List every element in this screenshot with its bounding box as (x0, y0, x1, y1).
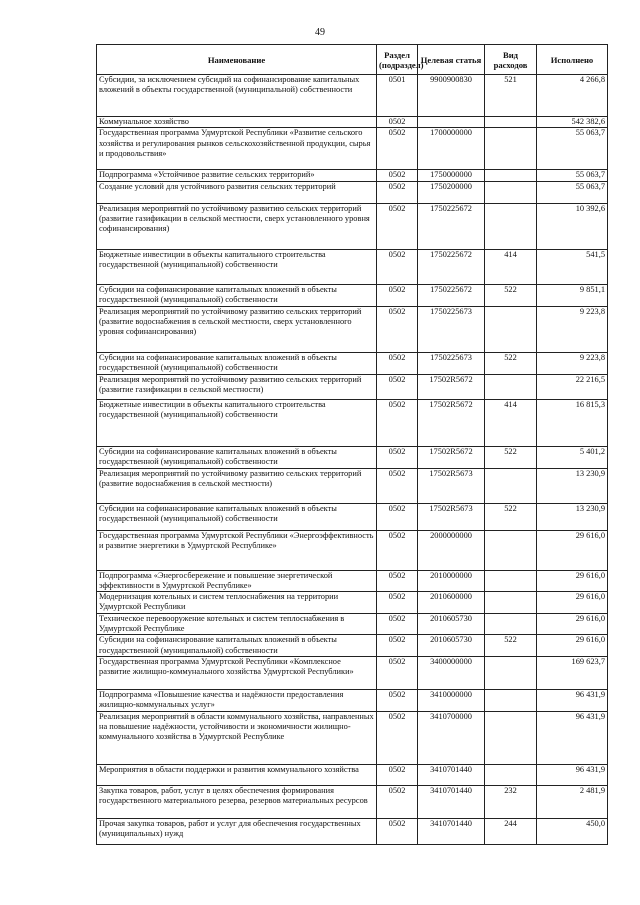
cell-expense: 244 (485, 818, 537, 844)
cell-executed: 542 382,6 (537, 117, 608, 128)
cell-expense (485, 181, 537, 203)
cell-article: 1750225672 (418, 203, 485, 249)
cell-name: Субсидии на софинансирование капитальных вложений в объекты государственной (муниципальной) собственности (97, 446, 377, 468)
cell-name: Реализация мероприятий в области коммунального хозяйства, направленных на повышение надёжности, устойчивости и экономичности жилищно-коммунального хозяйства в Удмуртской Республике (97, 711, 377, 764)
header-section: Раздел (подраздел) (377, 45, 418, 75)
cell-article (418, 117, 485, 128)
cell-name: Государственная программа Удмуртской Республики «Комплексное развитие жилищно-коммунального хозяйства Удмуртской Республики» (97, 656, 377, 689)
cell-expense (485, 374, 537, 399)
cell-executed: 16 815,3 (537, 399, 608, 446)
cell-name: Создание условий для устойчивого развития сельских территорий (97, 181, 377, 203)
cell-section: 0502 (377, 635, 418, 657)
cell-section: 0502 (377, 170, 418, 181)
cell-executed: 541,5 (537, 249, 608, 284)
cell-executed: 96 431,9 (537, 764, 608, 785)
cell-article: 1750200000 (418, 181, 485, 203)
cell-article: 1750000000 (418, 170, 485, 181)
cell-expense (485, 306, 537, 352)
table-row (97, 446, 608, 468)
cell-article: 1750225672 (418, 284, 485, 306)
cell-article: 17502R5672 (418, 374, 485, 399)
cell-name: Подпрограмма «Энергосбережение и повышение энергетической эффективности в Удмуртской Республике» (97, 570, 377, 592)
cell-article: 17502R5672 (418, 446, 485, 468)
table-row (97, 530, 608, 570)
cell-expense: 522 (485, 284, 537, 306)
table-row (97, 689, 608, 711)
header-row (97, 45, 608, 75)
cell-expense (485, 570, 537, 592)
table-row (97, 181, 608, 203)
cell-name: Подпрограмма «Устойчивое развитие сельских территорий» (97, 170, 377, 181)
cell-name: Техническое перевооружение котельных и систем теплоснабжения в Удмуртской Республике (97, 613, 377, 635)
header-expense: Вид расходов (485, 45, 537, 75)
cell-section: 0502 (377, 689, 418, 711)
table-row (97, 203, 608, 249)
header-executed: Исполнено (537, 45, 608, 75)
cell-expense (485, 117, 537, 128)
cell-expense: 522 (485, 446, 537, 468)
cell-expense (485, 613, 537, 635)
cell-expense: 414 (485, 399, 537, 446)
cell-article: 17502R5673 (418, 503, 485, 530)
cell-article: 1750225672 (418, 249, 485, 284)
cell-section: 0502 (377, 785, 418, 818)
cell-section: 0501 (377, 75, 418, 117)
cell-section: 0502 (377, 592, 418, 614)
header-name: Наименование (97, 45, 377, 75)
cell-article: 17502R5673 (418, 468, 485, 503)
cell-article: 2010605730 (418, 635, 485, 657)
table-row (97, 399, 608, 446)
cell-article: 2010605730 (418, 613, 485, 635)
cell-expense (485, 170, 537, 181)
cell-article: 3410000000 (418, 689, 485, 711)
table-row (97, 306, 608, 352)
cell-expense: 522 (485, 635, 537, 657)
table-row (97, 117, 608, 128)
table-row (97, 818, 608, 844)
cell-article: 2010000000 (418, 570, 485, 592)
table-row (97, 656, 608, 689)
cell-article: 3410701440 (418, 818, 485, 844)
cell-executed: 55 063,7 (537, 128, 608, 170)
cell-expense (485, 468, 537, 503)
cell-executed: 22 216,5 (537, 374, 608, 399)
cell-executed: 169 623,7 (537, 656, 608, 689)
cell-executed: 55 063,7 (537, 181, 608, 203)
cell-name: Закупка товаров, работ, услуг в целях обеспечения формирования государственного материального резерва, резервов материальных ресурсов (97, 785, 377, 818)
cell-section: 0502 (377, 249, 418, 284)
table-row (97, 128, 608, 170)
table-row (97, 764, 608, 785)
table-row (97, 570, 608, 592)
cell-expense (485, 689, 537, 711)
header-article: Целевая статья (418, 45, 485, 75)
cell-section: 0502 (377, 503, 418, 530)
cell-expense (485, 203, 537, 249)
cell-article: 2000000000 (418, 530, 485, 570)
cell-name: Субсидии на софинансирование капитальных вложений в объекты государственной (муниципальной) собственности (97, 352, 377, 374)
cell-section: 0502 (377, 284, 418, 306)
cell-section: 0502 (377, 530, 418, 570)
cell-executed: 5 401,2 (537, 446, 608, 468)
cell-executed: 29 616,0 (537, 530, 608, 570)
cell-executed: 2 481,9 (537, 785, 608, 818)
cell-article: 2010600000 (418, 592, 485, 614)
table-row (97, 613, 608, 635)
table-row (97, 711, 608, 764)
cell-article: 3410701440 (418, 785, 485, 818)
cell-section: 0502 (377, 818, 418, 844)
cell-section: 0502 (377, 203, 418, 249)
cell-executed: 96 431,9 (537, 711, 608, 764)
cell-expense: 232 (485, 785, 537, 818)
cell-name: Реализация мероприятий по устойчивому развитию сельских территорий (развитие газификации в сельской местности, сверх установленного уровня софинансирования) (97, 203, 377, 249)
table-row (97, 170, 608, 181)
cell-section: 0502 (377, 656, 418, 689)
budget-table (96, 44, 608, 845)
cell-article: 9900900830 (418, 75, 485, 117)
cell-section: 0502 (377, 306, 418, 352)
cell-name: Подпрограмма «Повышение качества и надёжности предоставления жилищно-коммунальных услуг» (97, 689, 377, 711)
cell-section: 0502 (377, 613, 418, 635)
cell-expense (485, 656, 537, 689)
cell-expense: 522 (485, 352, 537, 374)
cell-section: 0502 (377, 570, 418, 592)
cell-article: 3400000000 (418, 656, 485, 689)
cell-name: Государственная программа Удмуртской Республики «Энергоэффективность и развитие энергетики в Удмуртской Республике» (97, 530, 377, 570)
cell-expense (485, 530, 537, 570)
cell-executed: 13 230,9 (537, 503, 608, 530)
table-row (97, 374, 608, 399)
cell-name: Реализация мероприятий по устойчивому развитию сельских территорий (развитие водоснабжения в сельской местности, сверх установленного уровня софинансирования) (97, 306, 377, 352)
cell-section: 0502 (377, 128, 418, 170)
cell-section: 0502 (377, 352, 418, 374)
table-row (97, 249, 608, 284)
table-row (97, 468, 608, 503)
cell-executed: 29 616,0 (537, 613, 608, 635)
cell-executed: 450,0 (537, 818, 608, 844)
cell-executed: 55 063,7 (537, 170, 608, 181)
cell-section: 0502 (377, 711, 418, 764)
cell-name: Реализация мероприятий по устойчивому развитию сельских территорий (развитие газификации в сельской местности) (97, 374, 377, 399)
cell-section: 0502 (377, 446, 418, 468)
cell-section: 0502 (377, 764, 418, 785)
cell-name: Бюджетные инвестиции в объекты капитального строительства государственной (муниципальной) собственности (97, 249, 377, 284)
cell-article: 3410700000 (418, 711, 485, 764)
cell-name: Субсидии на софинансирование капитальных вложений в объекты государственной (муниципальной) собственности (97, 284, 377, 306)
cell-expense (485, 764, 537, 785)
cell-article: 1700000000 (418, 128, 485, 170)
cell-section: 0502 (377, 374, 418, 399)
cell-executed: 9 223,8 (537, 352, 608, 374)
cell-article: 17502R5672 (418, 399, 485, 446)
cell-article: 3410701440 (418, 764, 485, 785)
cell-expense: 414 (485, 249, 537, 284)
table-row (97, 635, 608, 657)
table-row (97, 75, 608, 117)
cell-name: Субсидии, за исключением субсидий на софинансирование капитальных вложений в объекты государственной (муниципальной) собственности (97, 75, 377, 117)
cell-expense (485, 128, 537, 170)
cell-name: Реализация мероприятий по устойчивому развитию сельских территорий (развитие водоснабжения в сельской местности) (97, 468, 377, 503)
table-row (97, 352, 608, 374)
cell-name: Модернизация котельных и систем теплоснабжения на территории Удмуртской Республики (97, 592, 377, 614)
cell-expense (485, 592, 537, 614)
cell-article: 1750225673 (418, 306, 485, 352)
cell-executed: 9 851,1 (537, 284, 608, 306)
cell-executed: 29 616,0 (537, 592, 608, 614)
cell-executed: 13 230,9 (537, 468, 608, 503)
cell-name: Субсидии на софинансирование капитальных вложений в объекты государственной (муниципальной) собственности (97, 635, 377, 657)
cell-executed: 96 431,9 (537, 689, 608, 711)
cell-executed: 10 392,6 (537, 203, 608, 249)
table-row (97, 284, 608, 306)
table-row (97, 592, 608, 614)
cell-executed: 29 616,0 (537, 570, 608, 592)
cell-name: Государственная программа Удмуртской Республики «Развитие сельского хозяйства и регулирования рынков сельскохозяйственной продукции, сырья и продовольствия» (97, 128, 377, 170)
cell-section: 0502 (377, 399, 418, 446)
cell-executed: 29 616,0 (537, 635, 608, 657)
cell-name: Мероприятия в области поддержки и развития коммунального хозяйства (97, 764, 377, 785)
cell-expense: 521 (485, 75, 537, 117)
cell-name: Субсидии на софинансирование капитальных вложений в объекты государственной (муниципальной) собственности (97, 503, 377, 530)
cell-section: 0502 (377, 117, 418, 128)
cell-article: 1750225673 (418, 352, 485, 374)
cell-expense (485, 711, 537, 764)
table-row (97, 785, 608, 818)
cell-section: 0502 (377, 468, 418, 503)
cell-executed: 4 266,8 (537, 75, 608, 117)
cell-name: Бюджетные инвестиции в объекты капитального строительства государственной (муниципальной) собственности (97, 399, 377, 446)
cell-expense: 522 (485, 503, 537, 530)
table-row (97, 503, 608, 530)
cell-section: 0502 (377, 181, 418, 203)
table-body (97, 75, 608, 845)
page-number: 49 (315, 27, 325, 38)
cell-name: Коммунальное хозяйство (97, 117, 377, 128)
cell-executed: 9 223,8 (537, 306, 608, 352)
cell-name: Прочая закупка товаров, работ и услуг для обеспечения государственных (муниципальных) нужд (97, 818, 377, 844)
